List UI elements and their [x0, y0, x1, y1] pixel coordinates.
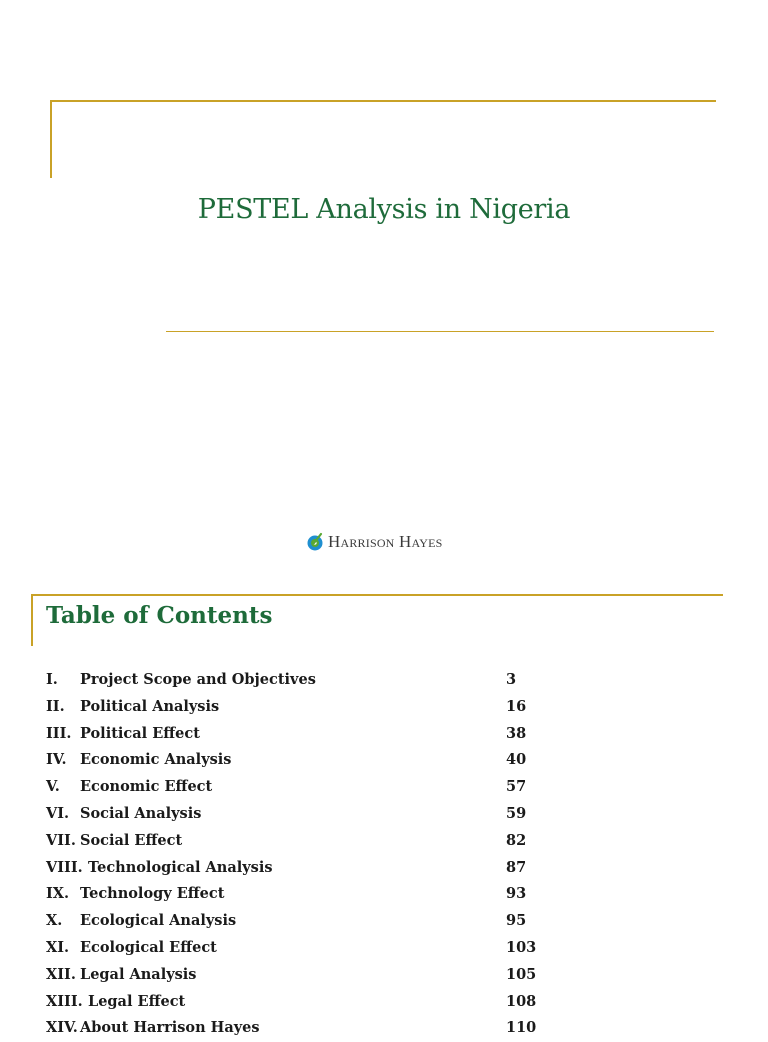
toc-entry[interactable]: [46, 855, 606, 882]
document-title: PESTEL Analysis in Nigeria: [197, 194, 571, 225]
toc-entry-page: 105: [506, 965, 537, 983]
toc-entry[interactable]: [46, 908, 606, 935]
toc-entry-number: IX.: [46, 885, 70, 903]
toc-entry-page: 3: [506, 671, 517, 688]
toc-entry-number: VII.: [46, 831, 76, 849]
toc-entry-number: IV.: [46, 751, 67, 769]
title-frame-top-rule: [50, 100, 716, 102]
toc-entry[interactable]: [46, 694, 606, 721]
harrison-hayes-logo: [306, 530, 443, 554]
target-check-icon: [306, 532, 326, 552]
toc-entry-number: XII.: [46, 965, 76, 983]
toc-entry-page: 87: [506, 858, 527, 876]
toc-heading: Table of Contents: [46, 602, 273, 629]
toc-entry-page: 103: [506, 938, 537, 956]
toc-frame-left-rule: [31, 594, 33, 646]
toc-entry-label: Economic Analysis: [80, 751, 232, 769]
toc-entry-page: 38: [506, 724, 527, 742]
toc-entry-label: Technological Analysis: [88, 858, 273, 876]
toc-entry-page: 59: [506, 804, 527, 822]
toc-entry-page: 110: [506, 1019, 537, 1037]
toc-entry-page: 16: [506, 697, 527, 715]
toc-entry-number: I.: [46, 671, 58, 688]
toc-entry-number: XIII.: [46, 992, 83, 1010]
toc-entry[interactable]: [46, 801, 606, 828]
toc-entry-number: VIII.: [46, 858, 83, 876]
toc-entry-page: 95: [506, 912, 527, 930]
toc-entry-label: Social Effect: [80, 831, 183, 849]
toc-entry-label: Technology Effect: [80, 885, 225, 903]
toc-entry-label: Ecological Analysis: [80, 912, 237, 930]
toc-entry[interactable]: [46, 1015, 606, 1042]
toc-entry-label: Political Analysis: [80, 697, 220, 715]
toc-entry[interactable]: [46, 935, 606, 962]
toc-entry-label: Political Effect: [80, 724, 200, 742]
toc-entry-number: VI.: [46, 804, 70, 822]
toc-entry[interactable]: [46, 989, 606, 1016]
toc-entry-label: Ecological Effect: [80, 938, 217, 956]
toc-entry[interactable]: [46, 747, 606, 774]
toc-entry-label: Legal Analysis: [80, 965, 197, 983]
toc-entry-label: Economic Effect: [80, 778, 213, 796]
toc-entry-number: XIV.: [46, 1019, 78, 1037]
toc-entry-page: 93: [506, 885, 527, 903]
toc-entry[interactable]: [46, 774, 606, 801]
toc-entry-label: About Harrison Hayes: [80, 1019, 260, 1037]
toc-entry-number: III.: [46, 724, 72, 742]
toc-entry[interactable]: [46, 881, 606, 908]
toc-list: [46, 667, 606, 1042]
toc-entry-number: II.: [46, 697, 65, 715]
toc-entry-number: X.: [46, 912, 63, 930]
toc-entry[interactable]: [46, 828, 606, 855]
toc-entry[interactable]: [46, 667, 606, 694]
toc-entry-page: 57: [506, 778, 527, 796]
toc-entry-page: 40: [506, 751, 527, 769]
toc-entry[interactable]: [46, 962, 606, 989]
toc-entry-label: Social Analysis: [80, 804, 202, 822]
toc-entry-number: V.: [46, 778, 60, 796]
title-underline-rule: [166, 331, 714, 332]
toc-frame-top-rule: [31, 594, 723, 596]
toc-entry[interactable]: [46, 721, 606, 748]
toc-entry-label: Project Scope and Objectives: [80, 671, 316, 688]
toc-entry-number: XI.: [46, 938, 70, 956]
toc-entry-page: 82: [506, 831, 527, 849]
title-frame-left-rule: [50, 100, 52, 178]
toc-entry-page: 108: [506, 992, 537, 1010]
toc-entry-label: Legal Effect: [88, 992, 186, 1010]
logo-wordmark: Harrison Hayes: [328, 532, 443, 551]
